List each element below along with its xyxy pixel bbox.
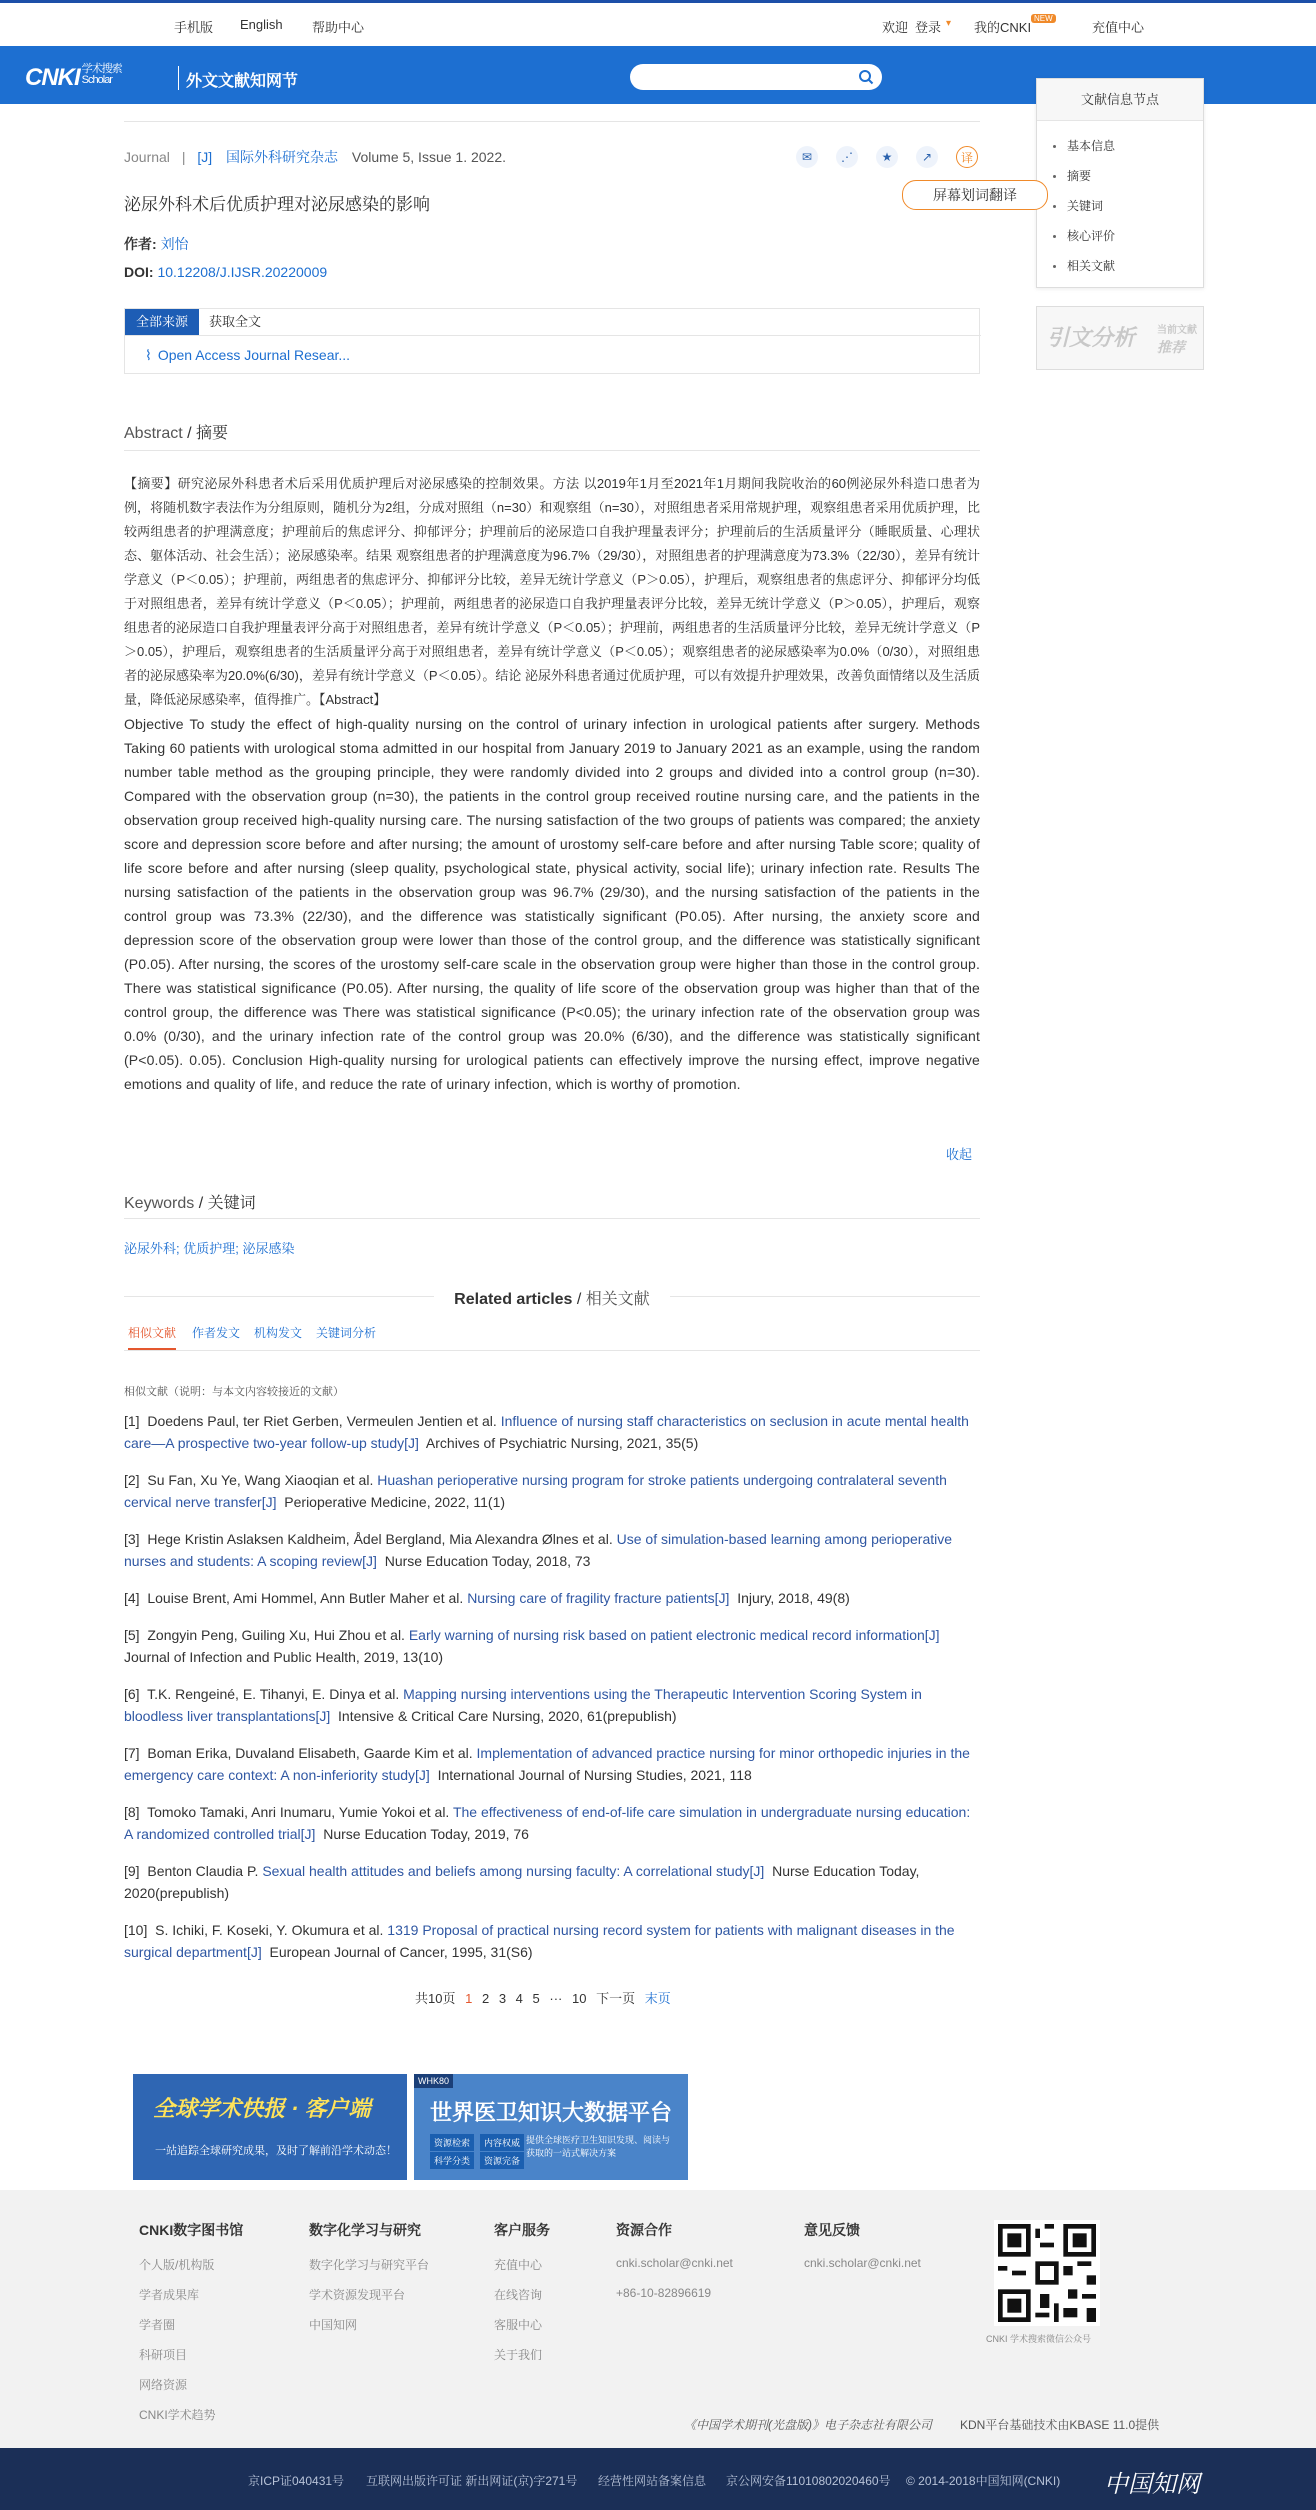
footer-link[interactable]: 学术资源发现平台 <box>309 2288 406 2302</box>
footer-email[interactable]: cnki.scholar@cnki.net <box>616 2256 733 2270</box>
divider <box>124 121 980 122</box>
mobile-link[interactable]: 手机版 <box>174 20 214 35</box>
paperclip-icon: ⌇ <box>145 347 152 363</box>
divider <box>124 1218 980 1219</box>
reference-list <box>124 1410 980 1978</box>
star-icon[interactable]: ★ <box>876 146 898 168</box>
article-title: 泌尿外科术后优质护理对泌尿感染的影响 <box>124 195 430 214</box>
mail-icon[interactable]: ✉ <box>796 146 818 168</box>
search-icon[interactable] <box>858 69 874 85</box>
welcome-text: 欢迎 <box>882 20 909 35</box>
footer-col: 数字化学习与研究 数字化学习与研究平台 学术资源发现平台 中国知网 <box>309 2220 429 2346</box>
list-item: [5] Zongyin Peng, Guiling Xu, Hui Zhou et al. Early warning of nursing risk based on patient electronic medical record information[J] Journal of Infection and Public Health, 2019, 13(10) <box>124 1627 940 1665</box>
logo-divider <box>178 66 179 90</box>
footer-link[interactable]: 网络资源 <box>139 2378 188 2392</box>
ad2-chip: 资源完备 <box>480 2152 524 2169</box>
pager-page[interactable]: 4 <box>515 1991 523 2006</box>
pager-page[interactable]: 1 <box>465 1991 473 2006</box>
ad2-chip: 资源检索 <box>430 2134 474 2151</box>
author-link[interactable]: 刘怡 <box>160 236 189 252</box>
source-link-label[interactable]: Open Access Journal Resear... <box>157 347 351 363</box>
meta-journal: Journal <box>124 149 170 165</box>
search-input[interactable] <box>630 64 882 90</box>
new-badge: NEW <box>1031 14 1056 23</box>
list-item: [4] Louise Brent, Ami Hommel, Ann Butler Maher et al. Nursing care of fragility fracture patients[J] Injury, 2018, 49(8) <box>124 1590 850 1606</box>
abstract-heading: Abstract / 摘要 <box>124 425 229 442</box>
top-bar <box>0 0 1316 46</box>
footer-link[interactable]: 科研项目 <box>139 2348 188 2362</box>
footer-phone: +86-10-82896619 <box>616 2286 712 2300</box>
keywords-list[interactable]: 泌尿外科; 优质护理; 泌尿感染 <box>124 1241 295 1256</box>
help-link[interactable]: 帮助中心 <box>312 20 365 35</box>
tab-all-sources[interactable]: 全部来源 <box>125 309 199 335</box>
citation-analysis-banner[interactable] <box>1036 306 1204 370</box>
ad1-sub: 一站追踪全球研究成果，及时了解前沿学术动态！ <box>155 2145 397 2157</box>
pager-page[interactable]: 5 <box>532 1991 540 2006</box>
side-nav-item-evaluation[interactable]: 核心评价 <box>1037 221 1203 251</box>
login-link[interactable]: 登录 <box>915 20 942 35</box>
bottom-bar <box>0 2448 1316 2510</box>
ref-title-link[interactable]: The effectiveness of end-of-life care simulation in undergraduate nursing education: A randomized controlled trial[J] <box>124 1804 971 1842</box>
ref-title-link[interactable]: Implementation of advanced practice nursing for minor orthopedic injuries in the emergency care context: A non-inferiority study[J] <box>124 1745 970 1783</box>
related-note: 相似文献（说明：与本文内容较接近的文献） <box>124 1386 344 1398</box>
footer-col: CNKI数字图书馆 个人版/机构版 学者成果库 学者圈 科研项目 网络资源 CNKI学术趋势 <box>139 2220 243 2436</box>
article-meta <box>124 147 506 167</box>
ad-banner-medical-platform[interactable] <box>414 2074 688 2180</box>
ad2-sub: 提供全球医疗卫生知识发现、阅读与获取的一站式解决方案 <box>526 2135 671 2158</box>
doi-link[interactable]: 10.12208/J.IJSR.20220009 <box>157 264 328 280</box>
ref-title-link[interactable]: Influence of nursing staff characteristics on seclusion in acute mental health care—A prospective two-year follow-up study[J] <box>124 1413 969 1451</box>
source-link[interactable] <box>145 347 350 364</box>
list-item: [8] Tomoko Tamaki, Anri Inumaru, Yumie Yokoi et al. The effectiveness of end-of-life care simulation in undergraduate nursing education: A randomized controlled trial[J] Nurse Education Today, 2019, 76 <box>124 1804 971 1842</box>
footer-link[interactable]: CNKI学术趋势 <box>139 2408 216 2422</box>
author-row <box>124 234 189 254</box>
license-link[interactable]: 互联网出版许可证 新出网证(京)字271号 <box>366 2474 578 2488</box>
doi-label: DOI: <box>124 264 154 280</box>
meta-type[interactable]: [J] <box>197 149 213 165</box>
list-item: [7] Boman Erika, Duvaland Elisabeth, Gaarde Kim et al. Implementation of advanced practice nursing for minor orthopedic injuries in the emergency care context: A non-inferiority study[J] International Journal of Nursing Studies, 2021, 118 <box>124 1745 970 1783</box>
ad2-tag: WHK80 <box>414 2074 453 2088</box>
pager-page[interactable]: 10 <box>572 1991 587 2006</box>
pager-last[interactable]: 末页 <box>644 1991 671 2006</box>
ad2-title: 世界医卫知识大数据平台 <box>430 2100 673 2125</box>
ref-title-link[interactable]: Nursing care of fragility fracture patients[J] <box>467 1590 730 1606</box>
translate-tooltip[interactable]: 屏幕划词翻译 <box>902 180 1048 210</box>
tab-keyword-analysis[interactable]: 关键词分析 <box>316 1326 377 1340</box>
ref-title-link[interactable]: Huashan perioperative nursing program for stroke patients undergoing contralateral seventh cervical nerve transfer[J] <box>124 1472 947 1510</box>
banner-text: 引文分析 <box>1047 325 1136 350</box>
related-heading: Related articles / 相关文献 <box>454 1291 650 1308</box>
divider <box>125 335 981 336</box>
footer-link[interactable]: 数字化学习与研究平台 <box>309 2258 430 2272</box>
pager-ellipsis: ··· <box>549 1991 563 2006</box>
tab-author[interactable]: 作者发文 <box>192 1326 241 1340</box>
list-item: [9] Benton Claudia P. Sexual health attitudes and beliefs among nursing faculty: A correlational study[J] Nurse Education Today, 2020(prepublish) <box>124 1863 920 1901</box>
recharge-link[interactable]: 充值中心 <box>1092 20 1145 35</box>
footer-link[interactable]: 中国知网 <box>309 2318 358 2332</box>
keywords-heading: Keywords / 关键词 <box>124 1195 256 1212</box>
ad2-chip: 内容权威 <box>480 2134 524 2151</box>
footer-link[interactable]: 关于我们 <box>494 2348 543 2362</box>
side-nav-item-related[interactable]: 相关文献 <box>1037 251 1203 281</box>
meta-sep: | <box>181 149 186 165</box>
divider <box>124 450 980 451</box>
footer <box>0 2190 1316 2448</box>
abstract-en: Objective To study the effect of high-quality nursing on the control of urinary infection in urological patients after surgery. Methods Taking 60 patients with urological stoma admitted in our hospital from January 2019 to January 2021 as an example, using the random number table method as the grouping principle, they were randomly divided into 2 groups and divided into a control group (n=30). Compared with the observation group (n=30), the patients in the control group received routine nursing care, and the patients in the observation group received high-quality nursing care. The nursing satisfaction of the two groups of patients was compared; the anxiety score and depression score before and after nursing; the amount of urostomy self-care before and after nursing Table score; quality of life score before and after nursing (sleep quality, psychological state, physical activity, social life); urinary infection rate. Results The nursing satisfaction of the patients in the observation group was 96.7% (29/30), and the nursing satisfaction of the patients in the control group was 73.3% (22/30), and the difference was statistically significant (P0.05). After nursing, the anxiety score and depression score of the observation group were lower than those of the control group, and the difference was statistically significant (P0.05). After nursing, the scores of the urostomy self-care scale in the observation group were higher than those in the control group. There was statistical significance (P0.05). After nursing, the quality of life score of the observation group was higher than that of the control group, the difference was There was statistical significance (P<0.05); the urinary infection rate of the observation group was 0.0% (0/30), and the urinary infection rate of the control group was 20.0% (6/30), and the difference was statistically significant (P<0.05). 0.05). Conclusion High-quality nursing for urological patients can effectively improve the nursing effect, improve negative emotions and quality of life, and reduce the rate of urinary infection, which is worthy of promotion. <box>124 716 980 1092</box>
abstract-cn: 【摘要】研究泌尿外科患者术后采用优质护理后对泌尿感染的控制效果。方法 以2019年1月至2021年1月期间我院收治的60例泌尿外科造口患者为例，将随机数字表法作为分组原则，随机分为2组，分成对照组（n=30）和观察组（n=30），对照组患者采用常规护理，观察组患者采用优质护理，比较两组患者的护理满意度；护理前后的焦虑评分、抑郁评分；护理前后的泌尿造口自我护理量表评分；护理前后的生活质量评分（睡眠质量、心理状态、躯体活动、社会生活）；泌尿感染率。结果 观察组患者的护理满意度为96.7%（29/30），对照组患者的护理满意度为73.3%（22/30），差异有统计学意义（P＜0.05）；护理前，两组患者的焦虑评分、抑郁评分比较，差异无统计学意义（P＞0.05），护理后，观察组患者的焦虑评分、抑郁评分均低于对照组患者，差异有统计学意义（P＜0.05）；护理前，两组患者的泌尿造口自我护理量表评分比较，差异无统计学意义（P＞0.05），护理后，观察组患者的泌尿造口自我护理量表评分高于对照组患者，差异有统计学意义（P＜0.05）；护理前，两组患者的生活质量评分比较，差异无统计学意义（P＞0.05），护理后，观察组患者的生活质量评分高于对照组患者，差异有统计学意义（P＜0.05）；观察组患者的泌尿感染率为0.0%（0/30），对照组患者的泌尿感染率为20.0%(6/30)，差异有统计学意义（P＜0.05）。结论 泌尿外科患者通过优质护理，可以有效提升护理效果，改善负面情绪以及生活质量，降低泌尿感染率，值得推广。【Abstract】 <box>124 476 980 707</box>
footer-col: 意见反馈 cnki.scholar@cnki.net <box>804 2220 921 2286</box>
footer-link[interactable]: 学者圈 <box>139 2318 176 2332</box>
site-subtitle: 外文文献知网节 <box>186 73 299 90</box>
business-link[interactable]: 经营性网站备案信息 <box>598 2474 707 2488</box>
cnki-logo[interactable]: CNKI 学术搜索 Scholar <box>25 63 122 91</box>
publisher-note[interactable]: 《中国学术期刊(光盘版)》电子杂志社有限公司 <box>684 2418 932 2432</box>
chevron-down-icon[interactable]: ▾ <box>946 18 952 29</box>
pager-next[interactable]: 下一页 <box>596 1991 636 2006</box>
list-item: [6] T.K. Rengeiné, E. Tihanyi, E. Dinya et al. Mapping nursing interventions using the Therapeutic Intervention Scoring System in bloodless liver transplantations[J] Intensive & Critical Care Nursing, 2020, 61(prepublish) <box>124 1686 922 1724</box>
tab-similar[interactable]: 相似文献 <box>128 1324 176 1350</box>
abstract-body <box>124 472 980 1096</box>
ref-title-link[interactable]: Early warning of nursing risk based on patient electronic medical record information[J] <box>408 1627 940 1643</box>
pager-page[interactable]: 3 <box>498 1991 507 2006</box>
export-icon[interactable]: ↗ <box>916 146 938 168</box>
side-nav-item-basic[interactable]: 基本信息 <box>1037 131 1203 161</box>
list-item: [3] Hege Kristin Aslaksen Kaldheim, Ådel Bergland, Mia Alexandra Ølnes et al. Use of simulation-based learning among perioperative nurses and students: A scoping review[J] Nurse Education Today, 2018, 73 <box>124 1531 953 1569</box>
qr-code-icon <box>994 2220 1100 2326</box>
copyright-text: © 2014-2018中国知网(CNKI) <box>906 2474 1061 2488</box>
ad-banner-scholar-app[interactable] <box>133 2074 407 2180</box>
ref-title-link[interactable]: Mapping nursing interventions using the Therapeutic Intervention Scoring System in bloodless liver transplantations[J] <box>124 1686 922 1724</box>
ref-title-link[interactable]: Sexual health attitudes and beliefs among nursing faculty: A correlational study[J] <box>262 1863 765 1879</box>
tab-institution[interactable]: 机构发文 <box>254 1326 303 1340</box>
side-nav-item-abstract[interactable]: 摘要 <box>1037 161 1203 191</box>
translate-icon[interactable]: 译 <box>956 146 978 168</box>
doi-row <box>124 264 327 280</box>
meta-source-link[interactable]: 国际外科研究杂志 <box>226 149 339 165</box>
icp-link[interactable]: 京ICP证040431号 <box>248 2474 345 2488</box>
footer-link[interactable]: 在线咨询 <box>494 2288 543 2302</box>
meta-issue: Volume 5, Issue 1. 2022. <box>351 149 507 165</box>
footer-link[interactable]: 客服中心 <box>494 2318 543 2332</box>
cnki-brand-logo: 中国知网 <box>1104 2470 1200 2498</box>
share-icon[interactable]: ⋰ <box>836 146 858 168</box>
banner-sub1: 当前文献 <box>1157 325 1197 336</box>
ad2-chip: 科学分类 <box>430 2152 474 2169</box>
list-item: [10] S. Ichiki, F. Koseki, Y. Okumura et al. 1319 Proposal of practical nursing record system for patients with malignant diseases in the surgical department[J] European Journal of Cancer, 1995, 31(S6) <box>124 1922 955 1960</box>
side-nav-title: 文献信息节点 <box>1037 79 1203 121</box>
author-label: 作者: <box>124 236 157 252</box>
ad1-title: 全球学术快报 · 客户端 <box>153 2096 371 2121</box>
ref-title-link[interactable]: Use of simulation-based learning among perioperative nurses and students: A scoping review[J] <box>124 1531 953 1569</box>
pagination <box>415 1988 677 2007</box>
footer-link[interactable]: 学者成果库 <box>139 2288 200 2302</box>
list-item: [2] Su Fan, Xu Ye, Wang Xiaoqian et al. Huashan perioperative nursing program for stroke patients undergoing contralateral seventh cervical nerve transfer[J] Perioperative Medicine, 2022, 11(1) <box>124 1472 947 1510</box>
qr-caption: CNKI 学术搜索微信公众号 <box>986 2334 1092 2344</box>
footer-link[interactable]: 个人版/机构版 <box>139 2258 215 2272</box>
list-item: [1] Doedens Paul, ter Riet Gerben, Vermeulen Jentien et al. Influence of nursing staff characteristics on seclusion in acute mental health care—A prospective two-year follow-up study[J] Archives of Psychiatric Nursing, 2021, 35(5) <box>124 1413 969 1451</box>
collapse-link[interactable]: 收起 <box>946 1147 973 1162</box>
english-link[interactable]: English <box>240 17 283 32</box>
side-nav-panel <box>1036 78 1204 288</box>
pager-page[interactable]: 2 <box>481 1991 490 2006</box>
side-nav-item-keywords[interactable]: 关键词 <box>1037 191 1203 221</box>
footer-link[interactable]: 充值中心 <box>494 2258 543 2272</box>
ref-title-link[interactable]: 1319 Proposal of practical nursing record system for patients with malignant diseases in the surgical department[J] <box>124 1922 955 1960</box>
tech-note: KDN平台基础技术由KBASE 11.0提供 <box>960 2418 1160 2432</box>
footer-col: 资源合作 cnki.scholar@cnki.net +86-10-82896619 <box>616 2220 733 2316</box>
footer-col: 客户服务 充值中心 在线咨询 客服中心 关于我们 <box>494 2220 550 2376</box>
pager-total: 共10页 <box>415 1991 456 2006</box>
footer-email[interactable]: cnki.scholar@cnki.net <box>804 2256 921 2270</box>
source-panel <box>124 308 980 374</box>
divider <box>124 1350 980 1351</box>
banner-sub2: 推荐 <box>1157 339 1185 355</box>
tab-fulltext[interactable]: 获取全文 <box>209 314 262 329</box>
police-link[interactable]: 京公网安备11010802020460号 <box>726 2474 891 2488</box>
my-cnki-link[interactable]: 我的CNKI <box>974 20 1032 35</box>
